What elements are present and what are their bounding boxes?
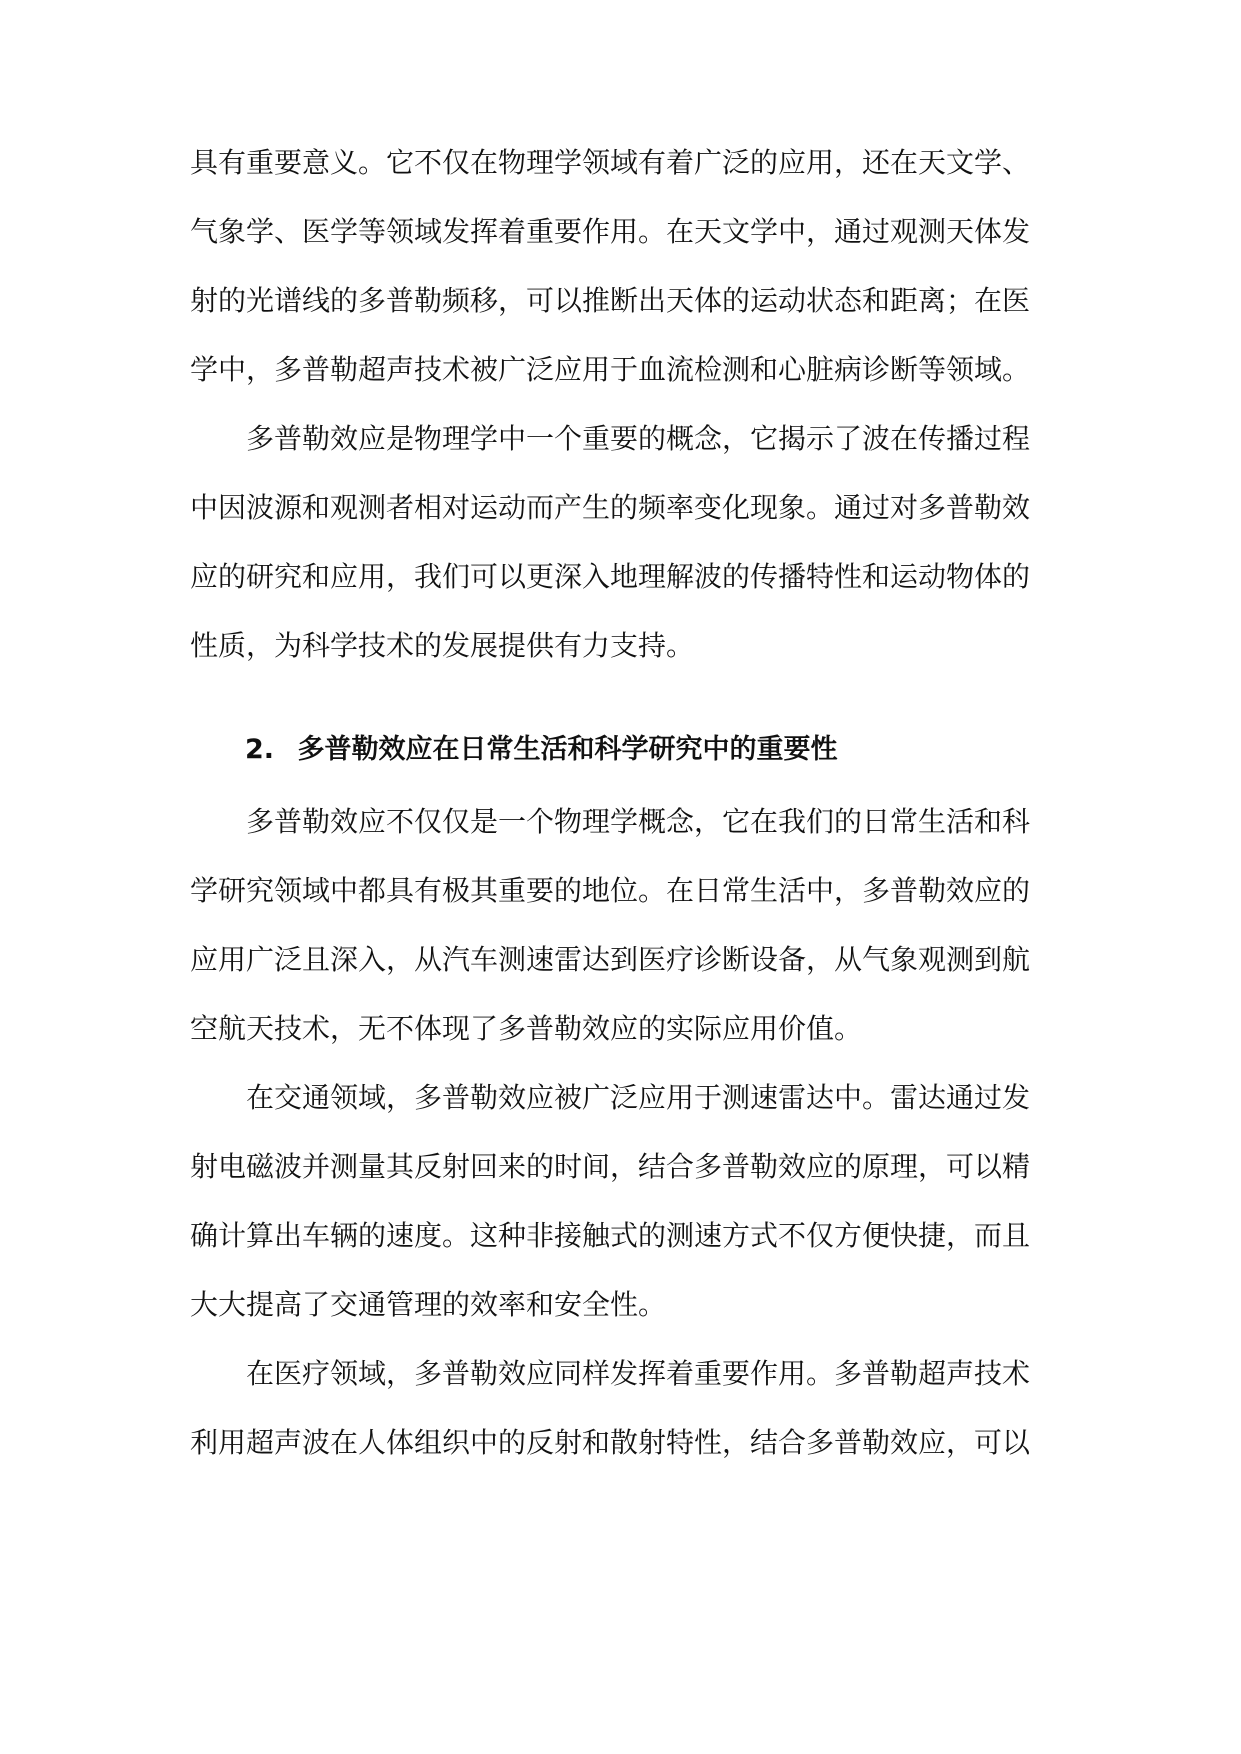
text-line: 确计算出车辆的速度。这种非接触式的测速方式不仅方便快捷，而且 bbox=[190, 1219, 1031, 1252]
text-line: 中因波源和观测者相对运动而产生的频率变化现象。通过对多普勒效 bbox=[190, 491, 1031, 524]
text-line: 应的研究和应用，我们可以更深入地理解波的传播特性和运动物体的 bbox=[190, 560, 1031, 593]
text-line: 大大提高了交通管理的效率和安全性。 bbox=[190, 1288, 667, 1321]
text-line: 利用超声波在人体组织中的反射和散射特性，结合多普勒效应，可以 bbox=[190, 1426, 1031, 1459]
text-line: 多普勒效应不仅仅是一个物理学概念，它在我们的日常生活和科 bbox=[246, 805, 1031, 838]
text-line: 性质，为科学技术的发展提供有力支持。 bbox=[190, 629, 695, 662]
text-line: 射的光谱线的多普勒频移，可以推断出天体的运动状态和距离；在医 bbox=[190, 284, 1031, 317]
section-number: 2. bbox=[245, 734, 275, 765]
text-line: 在交通领域，多普勒效应被广泛应用于测速雷达中。雷达通过发 bbox=[246, 1081, 1031, 1114]
text-line: 应用广泛且深入，从汽车测速雷达到医疗诊断设备，从气象观测到航 bbox=[190, 943, 1031, 976]
text-line: 在医疗领域，多普勒效应同样发挥着重要作用。多普勒超声技术 bbox=[246, 1357, 1031, 1390]
text-line: 学研究领域中都具有极其重要的地位。在日常生活中，多普勒效应的 bbox=[190, 874, 1031, 907]
text-line: 气象学、医学等领域发挥着重要作用。在天文学中，通过观测天体发 bbox=[190, 215, 1031, 248]
text-line: 学中，多普勒超声技术被广泛应用于血流检测和心脏病诊断等领域。 bbox=[190, 353, 1031, 386]
text-line: 射电磁波并测量其反射回来的时间，结合多普勒效应的原理，可以精 bbox=[190, 1150, 1031, 1183]
section-heading bbox=[245, 730, 837, 770]
text-line: 具有重要意义。它不仅在物理学领域有着广泛的应用，还在天文学、 bbox=[190, 146, 1031, 179]
text-line: 空航天技术，无不体现了多普勒效应的实际应用价值。 bbox=[190, 1012, 863, 1045]
text-line: 多普勒效应是物理学中一个重要的概念，它揭示了波在传播过程 bbox=[246, 422, 1031, 455]
section-title: 多普勒效应在日常生活和科学研究中的重要性 bbox=[297, 734, 838, 765]
